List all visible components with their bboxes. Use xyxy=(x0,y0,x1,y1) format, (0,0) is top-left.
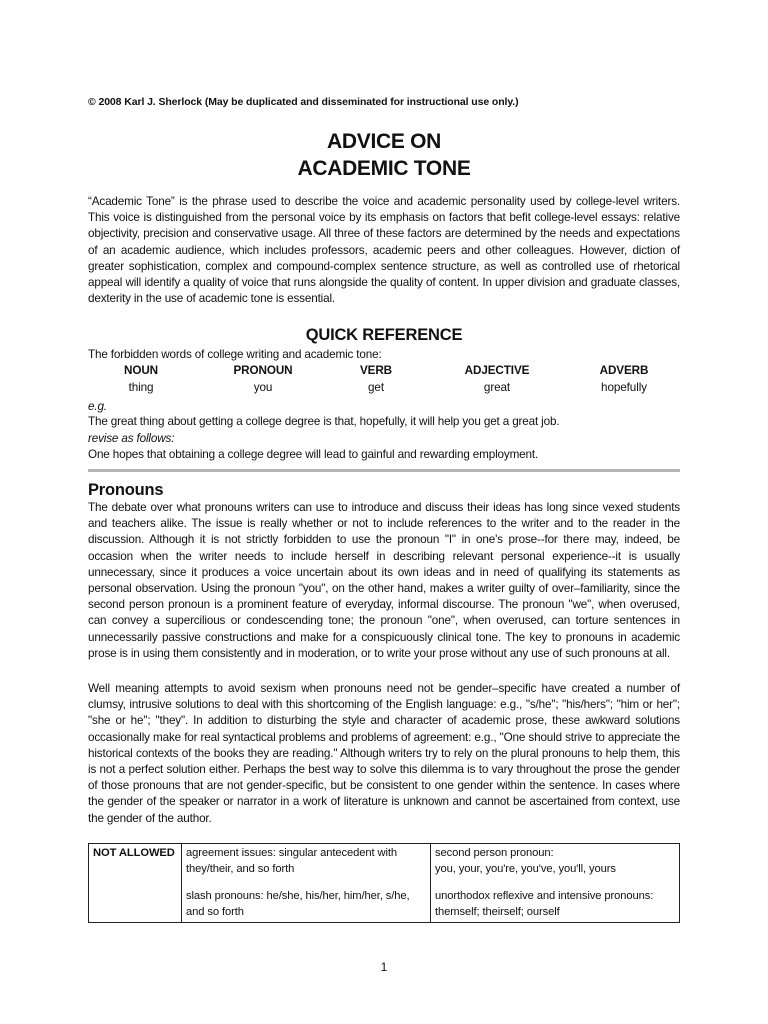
section-divider xyxy=(88,469,680,472)
column-header-verb: VERB xyxy=(359,364,393,377)
not-allowed-label: NOT ALLOWED xyxy=(89,844,182,923)
page-number: 1 xyxy=(380,960,388,974)
word-noun: thing xyxy=(128,381,154,394)
title-line-2: ACADEMIC TONE xyxy=(297,157,471,180)
example-sentence: The great thing about getting a college degree is that, hopefully, it will help you get a great job. xyxy=(88,415,560,428)
word-adverb: hopefully xyxy=(601,381,647,394)
intro-paragraph: “Academic Tone” is the phrase used to describe the voice and academic personality used by college-level writers. This voice is distinguished from the personal voice by its emphasis on factors that befit college-level essays: relative objectivity, precision and conservative usage. All three of these factors are determined by the needs and expectations of an academic audience, which includes professors, academic peers and other colleagues. However, diction of greater sophistication, complex and compound-complex sentence structure, as well as controlled use of rhetorical appeal will identify a quality of voice that runs alongside the quality of content. In upper division and graduate classes, dexterity in the use of academic tone is essential. xyxy=(88,195,680,306)
word-pronoun: you xyxy=(253,381,273,394)
column-header-adjective: ADJECTIVE xyxy=(464,364,530,377)
quick-reference-heading: QUICK REFERENCE xyxy=(305,326,463,344)
pronouns-paragraph-1: The debate over what pronouns writers can use to introduce and discuss their ideas has long since vexed students and teachers alike. The issue is really whether or not to include references to the writer and to the reader in the discussion. Although it is not strictly forbidden to use the pronoun "I" in one's prose--for there may, indeed, be occasion when the writer needs to include herself in describing relevant personal experience--it is usually unnecessary, since it produces a voice uncertain about its own ideas and in need of qualifying its statements as personal observation. Using the pronoun "you", on the other hand, makes a writer guilty of over–familiarity, since the second person pronoun is a prominent feature of everyday, informal discourse. The pronoun "we", when overused, can convey a supercilious or condescending tone; the pronoun "one", when overused, can torture sentences in unnecessarily passive constructions and make for a conspicuously clinical tone. The key to pronouns in academic prose is in using them consistently and in moderation, or to write your prose without any use of such pronouns at all. xyxy=(88,501,680,660)
revise-label: revise as follows: xyxy=(88,432,175,445)
title-line-1: ADVICE ON xyxy=(327,130,441,153)
agreement-issues-text: agreement issues: singular antecedent with they/their, and so forth xyxy=(186,847,397,875)
page-title xyxy=(88,128,680,182)
pronouns-heading: Pronouns xyxy=(88,481,164,499)
column-header-adverb: ADVERB xyxy=(599,364,649,377)
second-person-list: you, your, you're, you've, you'll, yours xyxy=(435,862,616,875)
example-label: e.g. xyxy=(88,400,107,413)
reflexive-list: themself; theirself; ourself xyxy=(435,905,560,918)
agreement-cell xyxy=(182,844,431,923)
copyright-notice: © 2008 Karl J. Sherlock (May be duplicated and disseminated for instructional use only.) xyxy=(88,96,519,108)
slash-pronouns-text: slash pronouns: he/she, his/her, him/her, s/he, and so forth xyxy=(186,890,410,918)
column-header-pronoun: PRONOUN xyxy=(233,364,293,377)
column-header-noun: NOUN xyxy=(123,364,158,377)
word-verb: get xyxy=(368,381,384,394)
quick-reference-intro: The forbidden words of college writing and academic tone: xyxy=(88,348,382,361)
forbidden-words-grid xyxy=(88,364,680,398)
forbidden-words-row xyxy=(88,381,680,398)
pronouns-paragraph-2: Well meaning attempts to avoid sexism when pronouns need not be gender–specific have created a number of clumsy, intrusive solutions to deal with this shortcoming of the English language: e.g., "s/he"; "his/hers"; "him or her"; "she or he"; "they". In addition to disturbing the style and character of academic prose, these awkward solutions occasionally make for real syntactical problems and problems of agreement: e.g., "One should strive to appreciate the historical contexts of the books they are reading." Although writers try to rely on the plural pronouns to help them, this is not a perfect solution either. Perhaps the best way to solve this dilemma is to vary throughout the prose the gender of those pronouns that are not gender-specific, but be consistent to one gender within the sentence. In cases where the gender of the speaker or narrator in a work of literature is unknown and cannot be ascertained from context, use the gender of the author. xyxy=(88,682,680,825)
not-allowed-table xyxy=(88,843,680,923)
forbidden-words-header-row xyxy=(88,364,680,381)
pronoun-forms-cell xyxy=(431,844,680,923)
second-person-title: second person pronoun: xyxy=(435,847,554,859)
revised-sentence: One hopes that obtaining a college degree will lead to gainful and rewarding employment. xyxy=(88,448,539,461)
word-adjective: great xyxy=(483,381,511,394)
table-row xyxy=(89,844,680,923)
reflexive-title: unorthodox reflexive and intensive pronouns: xyxy=(435,890,654,902)
